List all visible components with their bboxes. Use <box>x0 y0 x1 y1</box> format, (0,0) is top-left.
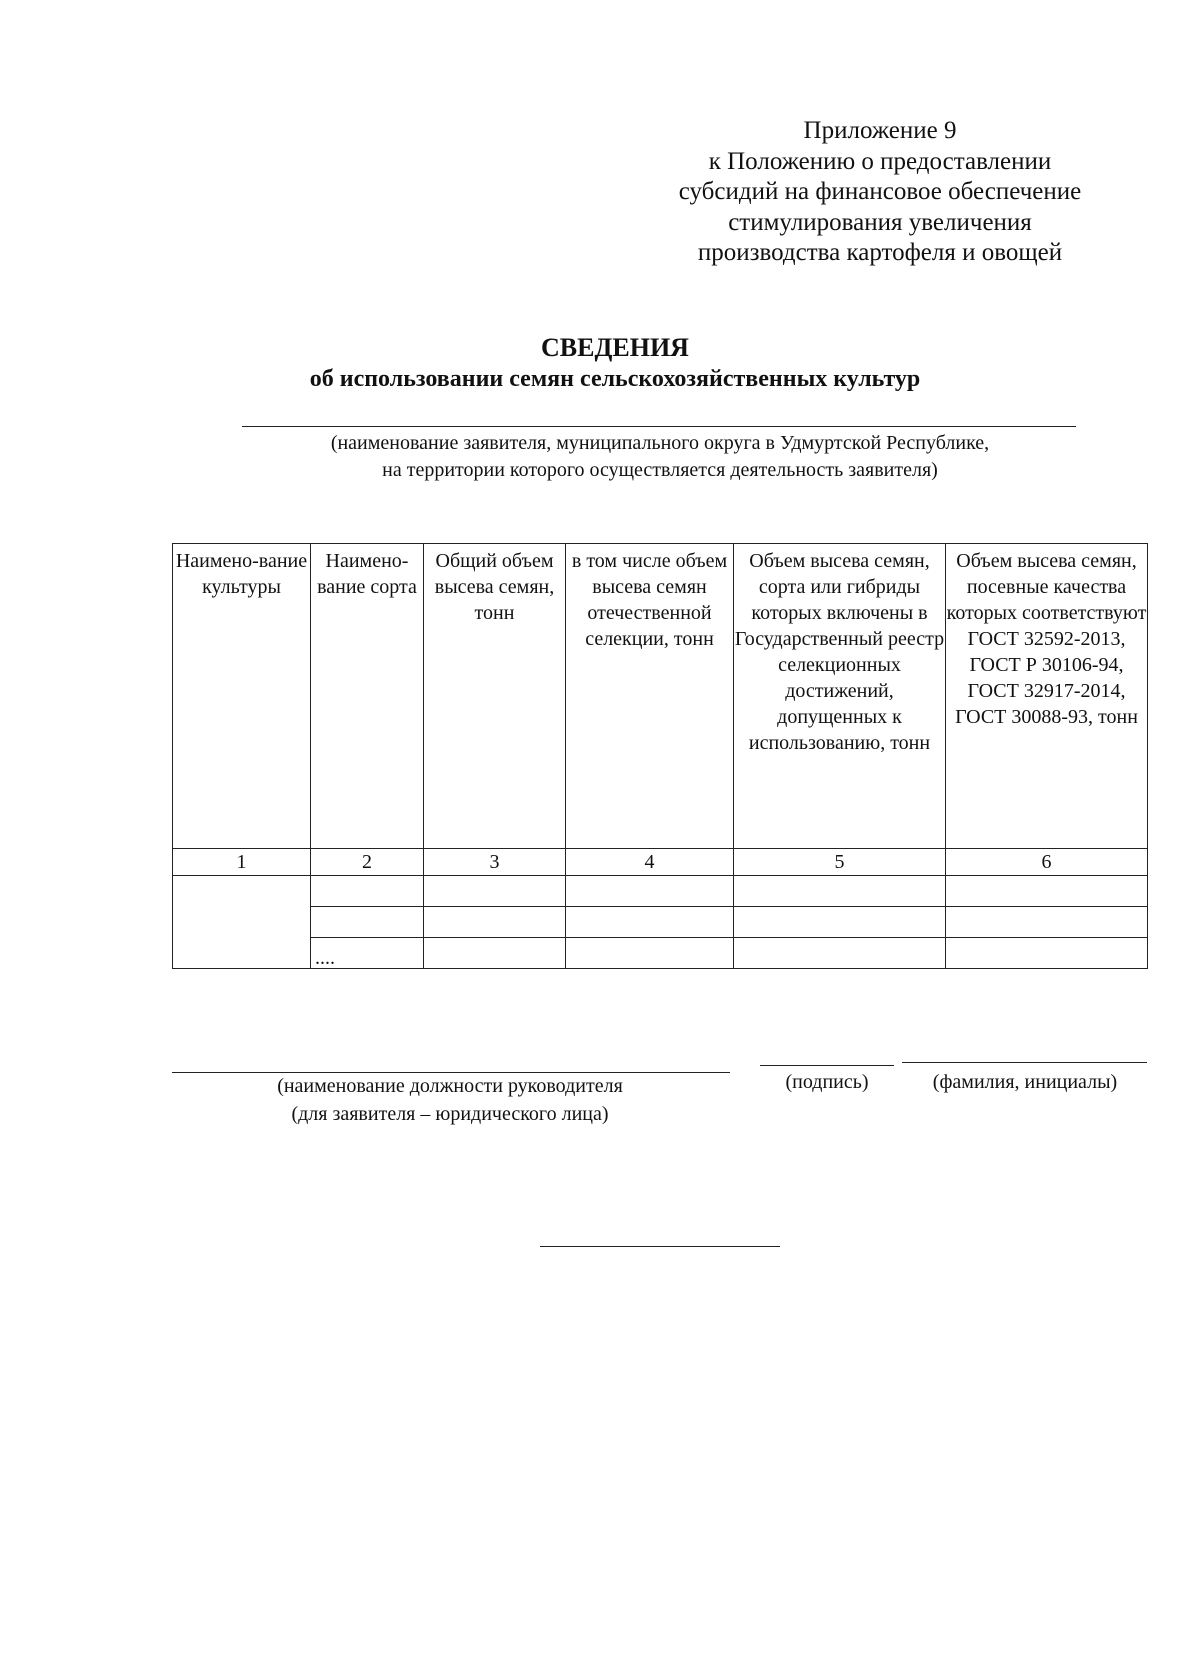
applicant-caption-line: (наименование заявителя, муниципального округа в Удмуртской Республике, <box>330 432 990 454</box>
header-domestic-volume: в том числе объем высева семян отечественной селекции, тонн <box>566 544 734 849</box>
table-cell[interactable] <box>946 907 1148 938</box>
crop-cell[interactable] <box>173 876 311 969</box>
table-cell[interactable] <box>566 907 734 938</box>
table-cell[interactable] <box>424 876 566 907</box>
table-row <box>173 907 1148 938</box>
table-cell[interactable] <box>566 876 734 907</box>
title-main: СВЕДЕНИЯ <box>541 333 689 362</box>
document-title <box>180 332 1050 394</box>
table-header-row <box>173 544 1148 849</box>
table-cell[interactable] <box>734 938 946 969</box>
table-cell[interactable] <box>946 876 1148 907</box>
column-number: 6 <box>946 849 1148 876</box>
table-cell[interactable] <box>566 938 734 969</box>
table-cell[interactable] <box>946 938 1148 969</box>
table-row <box>173 876 1148 907</box>
position-caption-line: (наименование должности руководителя <box>277 1075 623 1097</box>
appendix-line: субсидий на финансовое обеспечение <box>678 178 1082 205</box>
applicant-fill-line <box>242 426 1076 427</box>
position-caption-line: (для заявителя – юридического лица) <box>291 1103 609 1125</box>
column-number: 2 <box>311 849 424 876</box>
appendix-line: Приложение 9 <box>803 117 957 144</box>
table-cell[interactable] <box>311 907 424 938</box>
appendix-reference <box>620 116 1140 269</box>
continuation-cell[interactable]: .... <box>311 938 424 969</box>
header-registry-volume: Объем высева семян, сорта или гибриды которых включены в Государственный реестр селекционных достижений, допущенных к использованию, тонн <box>734 544 946 849</box>
signature-caption: (подпись) <box>785 1071 869 1093</box>
table-cell[interactable] <box>424 907 566 938</box>
column-number: 4 <box>566 849 734 876</box>
table-row <box>173 938 1148 969</box>
end-separator-line <box>540 1246 780 1247</box>
column-number: 3 <box>424 849 566 876</box>
appendix-line: стимулирования увеличения <box>728 208 1032 236</box>
applicant-caption-line: на территории которого осуществляется деятельность заявителя) <box>382 459 938 481</box>
table-cell[interactable] <box>734 876 946 907</box>
signature-fill-line <box>760 1065 894 1066</box>
table-cell[interactable] <box>734 907 946 938</box>
column-number: 5 <box>734 849 946 876</box>
header-total-volume: Общий объем высева семян, тонн <box>424 544 566 849</box>
header-gost-volume: Объем высева семян, посевные качества которых соответствуют ГОСТ 32592-2013, ГОСТ Р 30106-94, ГОСТ 32917-2014, ГОСТ 30088-93, тонн <box>946 544 1148 849</box>
table-cell[interactable] <box>424 938 566 969</box>
name-fill-line <box>902 1062 1147 1063</box>
appendix-line: к Положению о предоставлении <box>708 147 1052 175</box>
header-variety-name: Наимено-вание сорта <box>311 544 424 849</box>
header-crop-name: Наимено-вание культуры <box>173 544 311 849</box>
position-caption <box>200 1072 700 1128</box>
title-subtitle: об использовании семян сельскохозяйственных культур <box>309 366 921 392</box>
seed-usage-table <box>172 543 1148 969</box>
table-cell[interactable] <box>311 876 424 907</box>
applicant-caption <box>200 430 1120 484</box>
column-number: 1 <box>173 849 311 876</box>
appendix-line: производства картофеля и овощей <box>697 239 1063 266</box>
name-caption: (фамилия, инициалы) <box>932 1071 1118 1093</box>
column-number-row <box>173 849 1148 876</box>
